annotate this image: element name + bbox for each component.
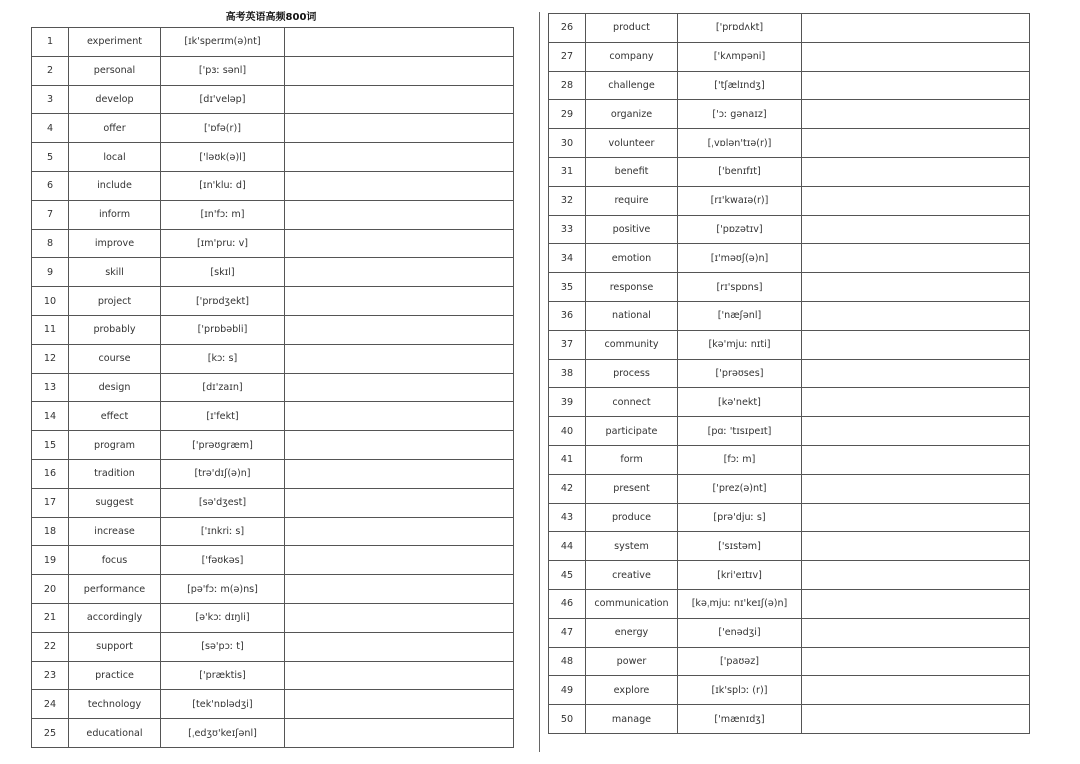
word-cell: manage [586, 705, 678, 734]
phonetic-cell: ['ləʊk(ə)l] [161, 143, 285, 172]
table-row [32, 114, 514, 143]
word-cell: present [586, 474, 678, 503]
word-cell: effect [69, 402, 161, 431]
notes-cell [802, 676, 1030, 705]
row-number: 8 [32, 229, 69, 258]
word-cell: local [69, 143, 161, 172]
table-row [32, 28, 514, 57]
phonetic-cell: [kri'eɪtɪv] [678, 561, 802, 590]
word-cell: company [586, 42, 678, 71]
phonetic-cell: [ɪk'sperɪm(ə)nt] [161, 28, 285, 57]
row-number: 33 [549, 215, 586, 244]
notes-cell [285, 85, 514, 114]
phonetic-cell: ['ɒfə(r)] [161, 114, 285, 143]
word-cell: educational [69, 719, 161, 748]
phonetic-cell: ['ɔː gənaɪz] [678, 100, 802, 129]
page-title: 高考英语高频800词 [225, 12, 317, 23]
phonetic-cell: [kəˌmjuː nɪ'keɪʃ(ə)n] [678, 589, 802, 618]
notes-cell [285, 229, 514, 258]
notes-cell [802, 589, 1030, 618]
phonetic-cell: [kɔː s] [161, 344, 285, 373]
word-cell: positive [586, 215, 678, 244]
notes-cell [285, 661, 514, 690]
table-row [32, 171, 514, 200]
phonetic-cell: [dɪ'veləp] [161, 85, 285, 114]
notes-cell [802, 445, 1030, 474]
table-row [549, 532, 1030, 561]
word-cell: skill [69, 258, 161, 287]
page-divider [539, 12, 540, 752]
row-number: 9 [32, 258, 69, 287]
table-row [549, 503, 1030, 532]
phonetic-cell: [ə'kɔː dɪŋli] [161, 603, 285, 632]
word-cell: participate [586, 417, 678, 446]
phonetic-cell: [skɪl] [161, 258, 285, 287]
word-cell: inform [69, 200, 161, 229]
notes-cell [802, 474, 1030, 503]
row-number: 42 [549, 474, 586, 503]
phonetic-cell: ['prəʊgræm] [161, 431, 285, 460]
table-row [32, 402, 514, 431]
word-cell: national [586, 301, 678, 330]
row-number: 45 [549, 561, 586, 590]
table-row [549, 359, 1030, 388]
word-cell: support [69, 632, 161, 661]
table-row [549, 301, 1030, 330]
word-cell: improve [69, 229, 161, 258]
row-number: 5 [32, 143, 69, 172]
word-cell: program [69, 431, 161, 460]
row-number: 13 [32, 373, 69, 402]
row-number: 36 [549, 301, 586, 330]
notes-cell [802, 359, 1030, 388]
table-row [549, 157, 1030, 186]
notes-cell [802, 186, 1030, 215]
phonetic-cell: ['næʃənl] [678, 301, 802, 330]
table-row [549, 618, 1030, 647]
phonetic-cell: ['paʊəz] [678, 647, 802, 676]
phonetic-cell: [ɪn'kluː d] [161, 171, 285, 200]
row-number: 46 [549, 589, 586, 618]
notes-cell [802, 618, 1030, 647]
row-number: 40 [549, 417, 586, 446]
word-cell: course [69, 344, 161, 373]
phonetic-cell: ['tʃælɪndʒ] [678, 71, 802, 100]
table-row [549, 388, 1030, 417]
notes-cell [285, 603, 514, 632]
notes-cell [285, 373, 514, 402]
row-number: 28 [549, 71, 586, 100]
table-row [32, 287, 514, 316]
table-row [32, 517, 514, 546]
notes-cell [285, 143, 514, 172]
notes-cell [802, 503, 1030, 532]
notes-cell [285, 287, 514, 316]
word-cell: process [586, 359, 678, 388]
row-number: 48 [549, 647, 586, 676]
phonetic-cell: ['prɒbəbli] [161, 315, 285, 344]
word-cell: include [69, 171, 161, 200]
notes-cell [802, 388, 1030, 417]
word-cell: emotion [586, 244, 678, 273]
notes-cell [285, 575, 514, 604]
row-number: 20 [32, 575, 69, 604]
notes-cell [285, 546, 514, 575]
word-cell: challenge [586, 71, 678, 100]
table-row [549, 417, 1030, 446]
table-row [32, 258, 514, 287]
notes-cell [802, 705, 1030, 734]
row-number: 30 [549, 129, 586, 158]
row-number: 29 [549, 100, 586, 129]
table-row [32, 488, 514, 517]
notes-cell [802, 301, 1030, 330]
notes-cell [802, 215, 1030, 244]
table-row [549, 71, 1030, 100]
row-number: 21 [32, 603, 69, 632]
row-number: 11 [32, 315, 69, 344]
table-row [32, 56, 514, 85]
phonetic-cell: [rɪ'spɒns] [678, 273, 802, 302]
table-row [549, 273, 1030, 302]
row-number: 18 [32, 517, 69, 546]
table-row [549, 589, 1030, 618]
row-number: 47 [549, 618, 586, 647]
word-cell: focus [69, 546, 161, 575]
vocab-table-right [548, 13, 1030, 734]
phonetic-cell: ['pɜː sənl] [161, 56, 285, 85]
table-row [32, 315, 514, 344]
row-number: 3 [32, 85, 69, 114]
row-number: 25 [32, 719, 69, 748]
phonetic-cell: ['prəʊses] [678, 359, 802, 388]
row-number: 17 [32, 488, 69, 517]
phonetic-cell: ['sɪstəm] [678, 532, 802, 561]
phonetic-cell: [ɪk'splɔː (r)] [678, 676, 802, 705]
row-number: 4 [32, 114, 69, 143]
table-row [549, 42, 1030, 71]
row-number: 34 [549, 244, 586, 273]
notes-cell [802, 71, 1030, 100]
row-number: 39 [549, 388, 586, 417]
notes-cell [802, 14, 1030, 43]
phonetic-cell: [kə'nekt] [678, 388, 802, 417]
word-cell: project [69, 287, 161, 316]
row-number: 38 [549, 359, 586, 388]
notes-cell [285, 114, 514, 143]
row-number: 43 [549, 503, 586, 532]
row-number: 50 [549, 705, 586, 734]
notes-cell [802, 244, 1030, 273]
phonetic-cell: [ɪ'fekt] [161, 402, 285, 431]
table-row [32, 661, 514, 690]
phonetic-cell: ['benɪfɪt] [678, 157, 802, 186]
phonetic-cell: [kə'mjuː nɪti] [678, 330, 802, 359]
table-row [549, 474, 1030, 503]
table-row [549, 244, 1030, 273]
phonetic-cell: [pə'fɔː m(ə)ns] [161, 575, 285, 604]
word-cell: increase [69, 517, 161, 546]
word-cell: response [586, 273, 678, 302]
table-row [32, 575, 514, 604]
notes-cell [285, 28, 514, 57]
word-cell: develop [69, 85, 161, 114]
table-row [549, 215, 1030, 244]
vocab-table-left [31, 27, 514, 748]
table-row [32, 344, 514, 373]
phonetic-cell: ['prɒdʒekt] [161, 287, 285, 316]
word-cell: technology [69, 690, 161, 719]
notes-cell [285, 171, 514, 200]
row-number: 12 [32, 344, 69, 373]
notes-cell [285, 459, 514, 488]
word-cell: energy [586, 618, 678, 647]
phonetic-cell: [fɔː m] [678, 445, 802, 474]
phonetic-cell: [pɑː 'tɪsɪpeɪt] [678, 417, 802, 446]
word-cell: probably [69, 315, 161, 344]
row-number: 32 [549, 186, 586, 215]
notes-cell [285, 719, 514, 748]
table-row [549, 330, 1030, 359]
word-cell: personal [69, 56, 161, 85]
phonetic-cell: [ɪ'məʊʃ(ə)n] [678, 244, 802, 273]
row-number: 7 [32, 200, 69, 229]
notes-cell [285, 315, 514, 344]
row-number: 22 [32, 632, 69, 661]
word-cell: performance [69, 575, 161, 604]
word-cell: require [586, 186, 678, 215]
row-number: 37 [549, 330, 586, 359]
phonetic-cell: ['kʌmpəni] [678, 42, 802, 71]
row-number: 10 [32, 287, 69, 316]
word-cell: offer [69, 114, 161, 143]
phonetic-cell: ['pɒzətɪv] [678, 215, 802, 244]
table-row [549, 445, 1030, 474]
phonetic-cell: ['præktis] [161, 661, 285, 690]
phonetic-cell: [sə'pɔː t] [161, 632, 285, 661]
notes-cell [802, 273, 1030, 302]
row-number: 31 [549, 157, 586, 186]
table-row [549, 705, 1030, 734]
phonetic-cell: [sə'dʒest] [161, 488, 285, 517]
table-row [32, 459, 514, 488]
notes-cell [285, 56, 514, 85]
notes-cell [285, 690, 514, 719]
notes-cell [802, 561, 1030, 590]
table-row [32, 632, 514, 661]
word-cell: organize [586, 100, 678, 129]
notes-cell [285, 488, 514, 517]
word-cell: accordingly [69, 603, 161, 632]
phonetic-cell: [ˌedʒʊ'keɪʃənl] [161, 719, 285, 748]
table-row [549, 14, 1030, 43]
word-cell: communication [586, 589, 678, 618]
word-cell: volunteer [586, 129, 678, 158]
table-row [549, 647, 1030, 676]
word-cell: system [586, 532, 678, 561]
word-cell: benefit [586, 157, 678, 186]
row-number: 15 [32, 431, 69, 460]
notes-cell [285, 517, 514, 546]
notes-cell [285, 632, 514, 661]
row-number: 44 [549, 532, 586, 561]
phonetic-cell: ['ɪnkriː s] [161, 517, 285, 546]
table-row [549, 129, 1030, 158]
row-number: 49 [549, 676, 586, 705]
table-row [32, 200, 514, 229]
word-cell: explore [586, 676, 678, 705]
table-row [32, 719, 514, 748]
table-row [32, 85, 514, 114]
phonetic-cell: [prə'djuː s] [678, 503, 802, 532]
table-row [549, 561, 1030, 590]
table-row [32, 229, 514, 258]
phonetic-cell: ['mænɪdʒ] [678, 705, 802, 734]
notes-cell [285, 200, 514, 229]
phonetic-cell: ['enədʒi] [678, 618, 802, 647]
phonetic-cell: [tek'nɒlədʒi] [161, 690, 285, 719]
word-cell: creative [586, 561, 678, 590]
notes-cell [802, 129, 1030, 158]
row-number: 2 [32, 56, 69, 85]
phonetic-cell: ['prɒdʌkt] [678, 14, 802, 43]
row-number: 41 [549, 445, 586, 474]
row-number: 6 [32, 171, 69, 200]
table-row [549, 676, 1030, 705]
phonetic-cell: [ɪm'pruː v] [161, 229, 285, 258]
table-row [32, 546, 514, 575]
table-row [549, 100, 1030, 129]
notes-cell [802, 417, 1030, 446]
notes-cell [285, 344, 514, 373]
word-cell: connect [586, 388, 678, 417]
word-cell: practice [69, 661, 161, 690]
word-cell: experiment [69, 28, 161, 57]
row-number: 14 [32, 402, 69, 431]
notes-cell [802, 157, 1030, 186]
notes-cell [802, 330, 1030, 359]
table-row [32, 373, 514, 402]
table-row [549, 186, 1030, 215]
table-row [32, 603, 514, 632]
row-number: 16 [32, 459, 69, 488]
phonetic-cell: ['fəʊkəs] [161, 546, 285, 575]
notes-cell [802, 42, 1030, 71]
word-cell: produce [586, 503, 678, 532]
notes-cell [802, 100, 1030, 129]
word-cell: design [69, 373, 161, 402]
table-row [32, 690, 514, 719]
phonetic-cell: ['prez(ə)nt] [678, 474, 802, 503]
phonetic-cell: [ˌvɒlən'tɪə(r)] [678, 129, 802, 158]
row-number: 23 [32, 661, 69, 690]
phonetic-cell: [trə'dɪʃ(ə)n] [161, 459, 285, 488]
row-number: 19 [32, 546, 69, 575]
notes-cell [285, 402, 514, 431]
word-cell: community [586, 330, 678, 359]
notes-cell [802, 532, 1030, 561]
row-number: 27 [549, 42, 586, 71]
phonetic-cell: [ɪn'fɔː m] [161, 200, 285, 229]
notes-cell [285, 258, 514, 287]
notes-cell [802, 647, 1030, 676]
row-number: 35 [549, 273, 586, 302]
row-number: 26 [549, 14, 586, 43]
row-number: 24 [32, 690, 69, 719]
table-row [32, 143, 514, 172]
phonetic-cell: [dɪ'zaɪn] [161, 373, 285, 402]
row-number: 1 [32, 28, 69, 57]
word-cell: suggest [69, 488, 161, 517]
notes-cell [285, 431, 514, 460]
word-cell: form [586, 445, 678, 474]
word-cell: product [586, 14, 678, 43]
word-cell: power [586, 647, 678, 676]
word-cell: tradition [69, 459, 161, 488]
table-row [32, 431, 514, 460]
phonetic-cell: [rɪ'kwaɪə(r)] [678, 186, 802, 215]
